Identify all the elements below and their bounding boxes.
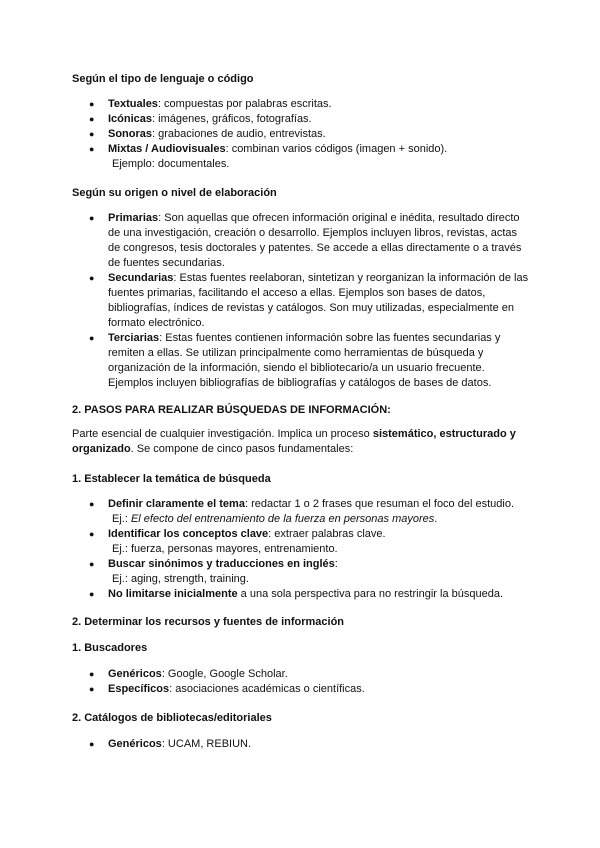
- heading-pasos: 2. PASOS PARA REALIZAR BÚSQUEDAS DE INFORMACIÓN:: [72, 404, 391, 416]
- item-desc: : redactar 1 o 2 frases que resuman el foco del estudio.: [244, 498, 514, 510]
- heading-origen: Según su origen o nivel de elaboración: [72, 187, 277, 199]
- item-example: [108, 512, 532, 527]
- list-item: [72, 211, 532, 271]
- intro-bold: sistemático, estructurado y organizado: [72, 428, 516, 455]
- item-term: Buscar sinónimos y traducciones en inglés: [108, 558, 335, 570]
- bullet-icon: ●: [89, 114, 95, 124]
- heading-buscadores: 1. Buscadores: [72, 642, 148, 654]
- item-desc: : grabaciones de audio, entrevistas.: [152, 128, 326, 140]
- example-end: .: [434, 513, 438, 525]
- list-item: [72, 737, 532, 752]
- list-catalogos: [72, 737, 532, 752]
- item-term: Específicos: [108, 683, 170, 695]
- list-origen: [72, 211, 532, 391]
- item-example: Ej.: aging, strength, training.: [112, 573, 249, 585]
- list-item: [72, 271, 532, 331]
- item-term: Genéricos: [108, 668, 162, 680]
- heading-recursos: 2. Determinar los recursos y fuentes de información: [72, 616, 345, 628]
- item-term: Sonoras: [108, 128, 153, 140]
- bullet-icon: ●: [89, 144, 95, 154]
- list-item: [72, 557, 532, 587]
- list-tipo-lenguaje: [72, 97, 532, 172]
- intro-paragraph: [72, 427, 532, 457]
- list-buscadores: [72, 667, 532, 697]
- item-term: Mixtas / Audiovisuales: [108, 143, 226, 155]
- item-desc: : Estas fuentes reelaboran, sintetizan y reorganizan la información de las fuentes primarias, facilitando el acceso a ellas. Ejemplos son bases de datos, bibliografías, índices de revistas y catálogos. Son muy utilizadas, especialmente en formato electrónico.: [108, 272, 529, 329]
- item-example: Ej.: fuerza, personas mayores, entrenamiento.: [112, 543, 338, 555]
- list-item: [72, 97, 532, 112]
- item-desc: :: [334, 558, 338, 570]
- bullet-icon: ●: [89, 559, 95, 569]
- bullet-icon: ●: [89, 333, 95, 343]
- intro-text-end: . Se compone de cinco pasos fundamentales:: [130, 443, 354, 455]
- heading-catalogos: 2. Catálogos de bibliotecas/editoriales: [72, 712, 272, 724]
- list-item: [72, 667, 532, 682]
- bullet-icon: ●: [89, 739, 95, 749]
- item-term: Terciarias: [108, 332, 160, 344]
- list-item: [72, 112, 532, 127]
- heading-tematica: 1. Establecer la temática de búsqueda: [72, 473, 271, 485]
- list-item: [72, 142, 532, 172]
- item-term: Genéricos: [108, 738, 162, 750]
- bullet-icon: ●: [89, 684, 95, 694]
- list-item: [72, 127, 532, 142]
- list-item: [72, 682, 532, 697]
- item-desc: : Son aquellas que ofrecen información original e inédita, resultado directo de una investigación, creación o desarrollo. Ejemplos incluyen libros, revistas, actas de congresos, tesis doctorales y patentes. Se accede a ellas directamente o a través de fuentes secundarias.: [108, 212, 522, 269]
- list-item: [72, 331, 532, 391]
- example-italic: El efecto del entrenamiento de la fuerza en personas mayores: [130, 513, 435, 525]
- item-term: Secundarias: [108, 272, 174, 284]
- item-desc: : UCAM, REBIUN.: [161, 738, 252, 750]
- item-desc: : Estas fuentes contienen información sobre las fuentes secundarias y remiten a ellas. Se utilizan principalmente como herramientas de búsqueda y organización de la información, siendo el bibliotecario/a un usuario frecuente. Ejemplos incluyen bibliografías de bibliografías y catálogos de bases de datos.: [108, 332, 501, 389]
- item-desc: : extraer palabras clave.: [268, 528, 386, 540]
- item-example: Ejemplo: documentales.: [112, 158, 230, 170]
- bullet-icon: ●: [89, 129, 95, 139]
- list-tematica: [72, 497, 532, 602]
- list-item: [72, 587, 532, 602]
- item-term: Icónicas: [108, 113, 153, 125]
- bullet-icon: ●: [89, 213, 95, 223]
- heading-tipo-lenguaje: Según el tipo de lenguaje o código: [72, 73, 254, 85]
- example-prefix: Ej.:: [112, 513, 131, 525]
- item-desc: : combinan varios códigos (imagen + sonido).: [225, 143, 448, 155]
- bullet-icon: ●: [89, 499, 95, 509]
- item-term: No limitarse inicialmente: [108, 588, 238, 600]
- bullet-icon: ●: [89, 529, 95, 539]
- list-item: [72, 497, 532, 527]
- item-desc: : imágenes, gráficos, fotografías.: [152, 113, 312, 125]
- item-desc: : Google, Google Scholar.: [161, 668, 288, 680]
- bullet-icon: ●: [89, 99, 95, 109]
- intro-text: Parte esencial de cualquier investigación. Implica un proceso: [72, 428, 373, 440]
- bullet-icon: ●: [89, 669, 95, 679]
- item-term: Identificar los conceptos clave: [108, 528, 269, 540]
- item-term: Definir claramente el tema: [108, 498, 245, 510]
- item-term: Textuales: [108, 98, 158, 110]
- list-item: [72, 527, 532, 557]
- item-term: Primarias: [108, 212, 159, 224]
- item-desc: a una sola perspectiva para no restringir la búsqueda.: [237, 588, 503, 600]
- item-desc: : asociaciones académicas o científicas.: [169, 683, 365, 695]
- item-desc: : compuestas por palabras escritas.: [157, 98, 332, 110]
- bullet-icon: ●: [89, 589, 95, 599]
- bullet-icon: ●: [89, 273, 95, 283]
